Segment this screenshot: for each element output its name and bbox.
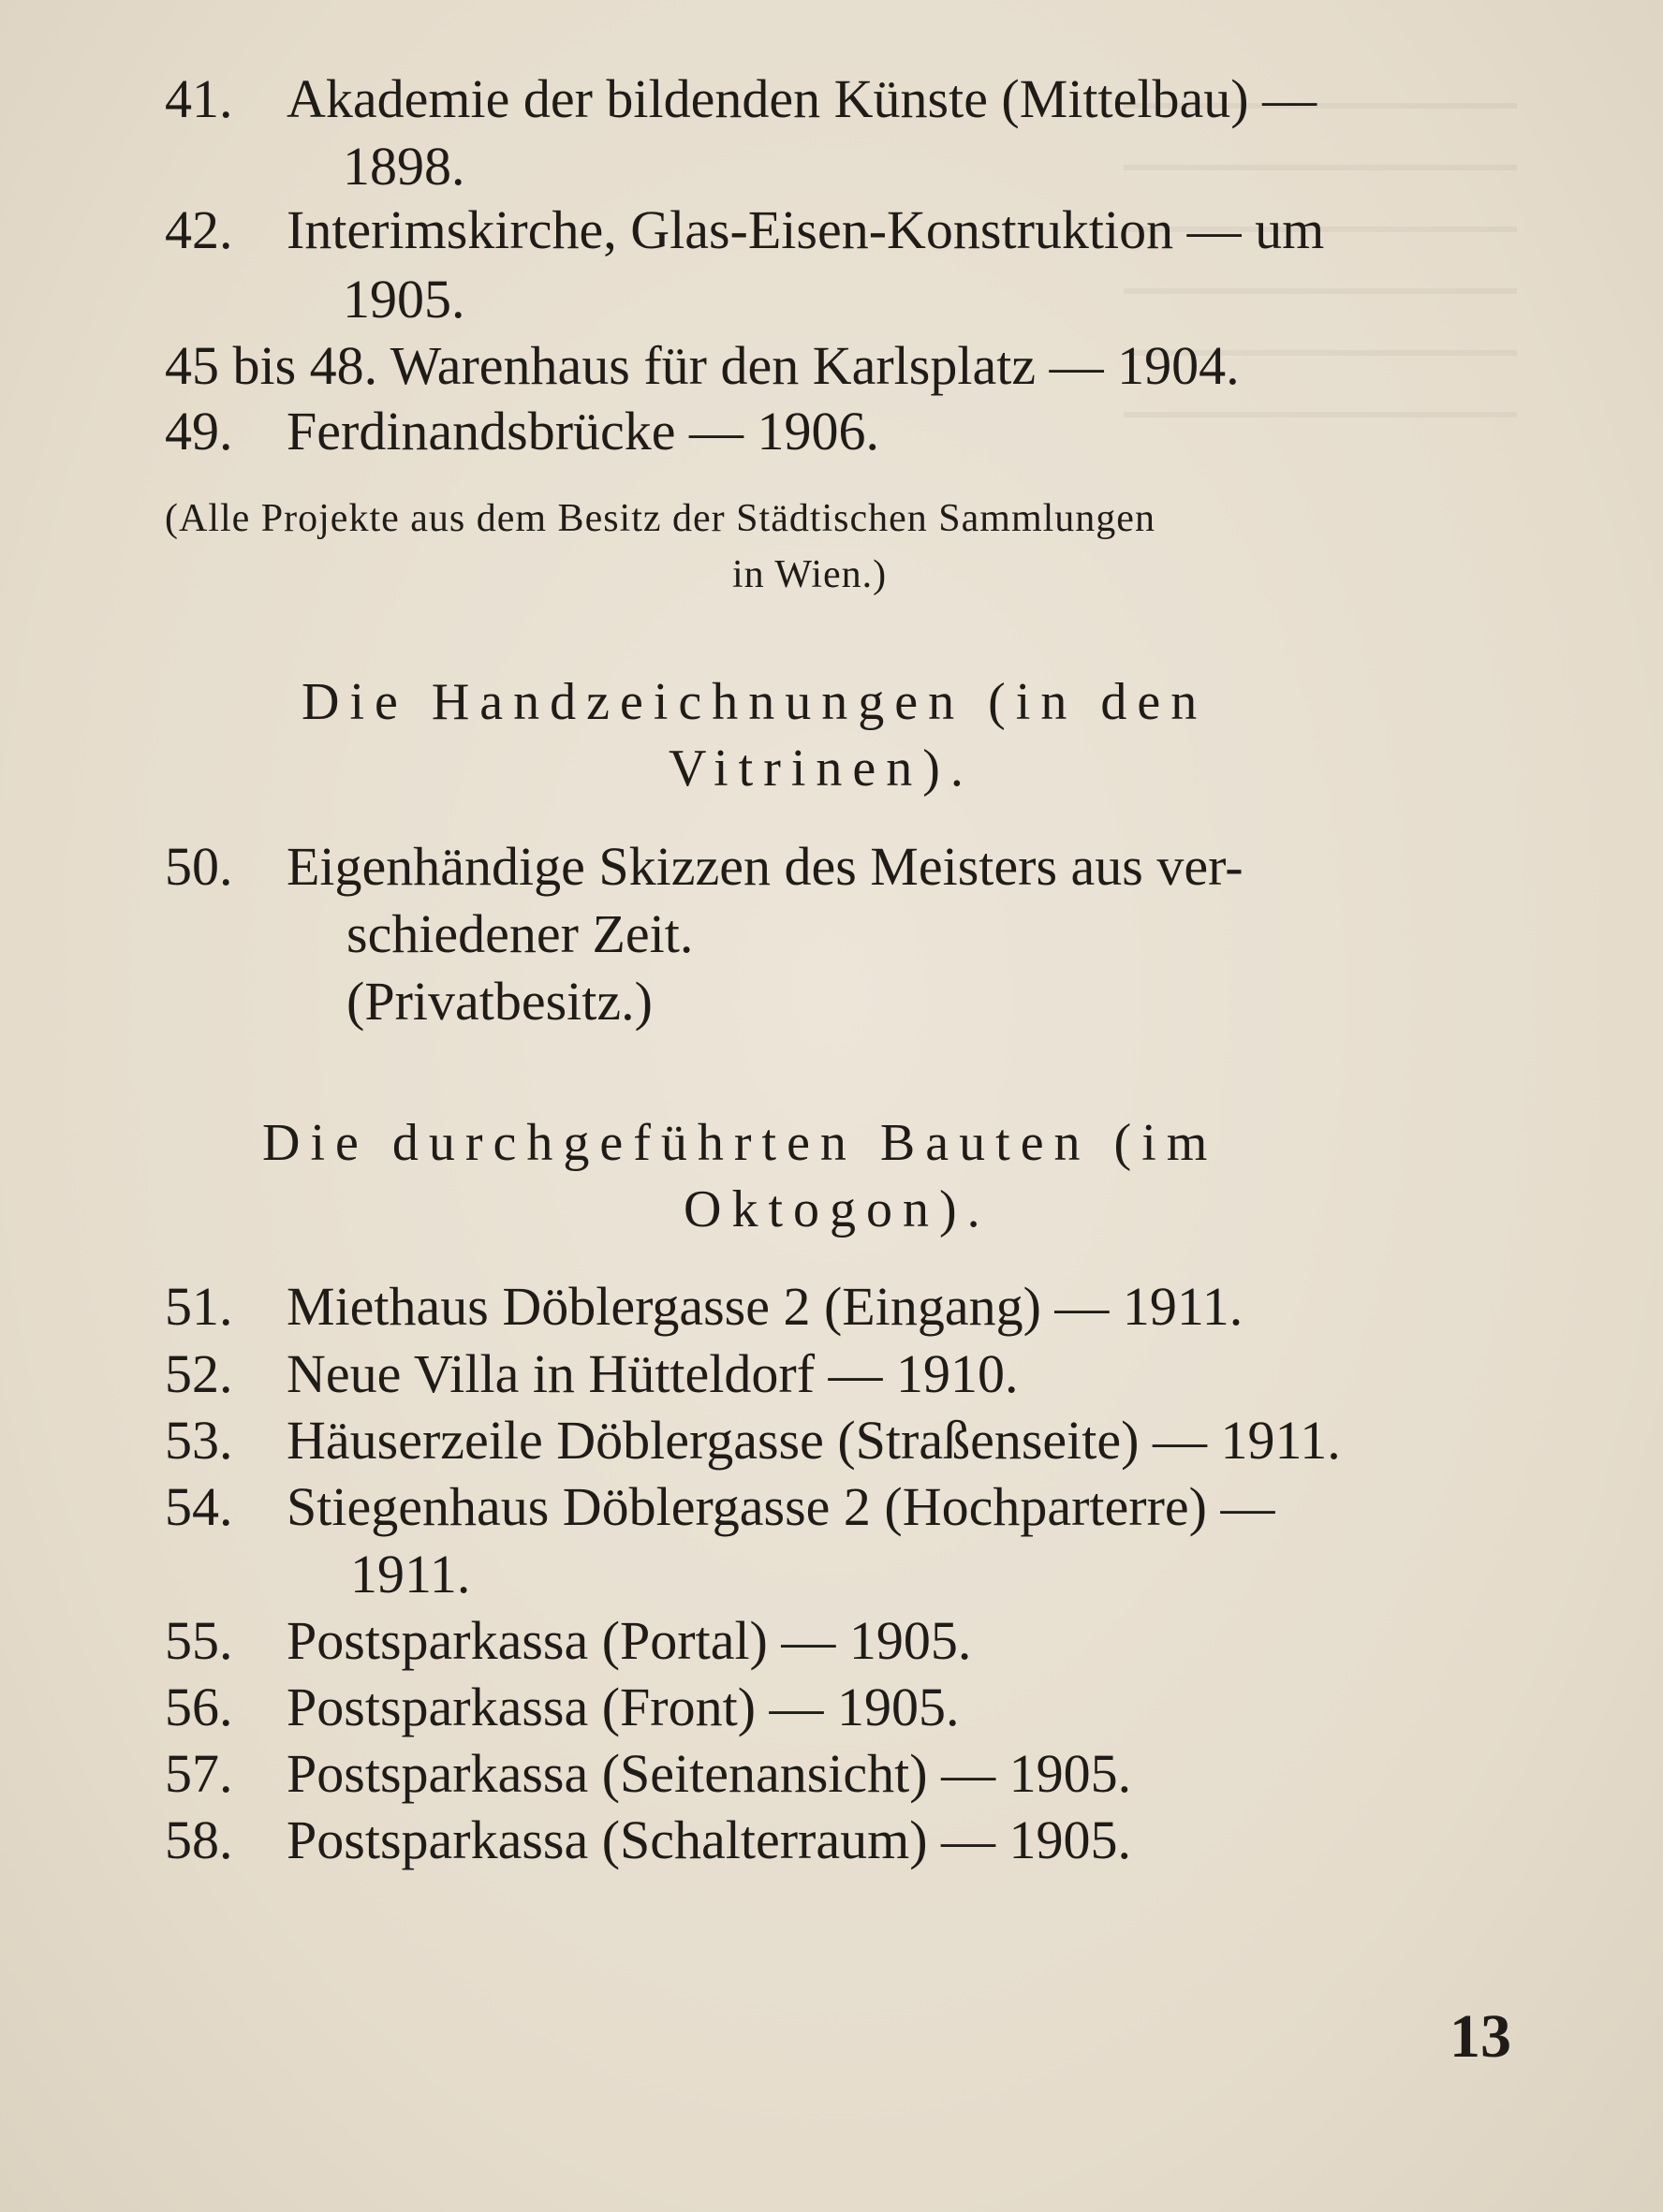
entry-number: 42. — [165, 199, 233, 260]
entry-number: 51. — [165, 1276, 233, 1337]
entry-50-continuation-2: (Privatbesitz.) — [346, 971, 653, 1032]
provenance-note-line-2: in Wien.) — [732, 553, 888, 596]
entry-number: 41. — [165, 68, 233, 129]
entry-text: Warenhaus für den Karlsplatz — 1904. — [390, 335, 1240, 396]
entry-number: 52. — [165, 1343, 233, 1404]
entry-number: 56. — [165, 1677, 233, 1737]
page-number: 13 — [1450, 2002, 1511, 2071]
section-heading-handzeichnungen-line-1: Die Handzeichnungen (in den — [302, 673, 1208, 731]
entry-55 — [165, 1607, 1513, 1675]
entry-42 — [165, 197, 1513, 264]
section-heading-bauten-line-1: Die durchgeführten Bauten (im — [262, 1114, 1218, 1172]
entry-text: Interimskirche, Glas-Eisen-Konstruktion — um — [287, 199, 1325, 260]
section-heading-handzeichnungen-line-2: Vitrinen). — [669, 740, 974, 798]
entry-57 — [165, 1740, 1513, 1808]
entry-text: Postsparkassa (Portal) — 1905. — [287, 1610, 972, 1671]
entry-text: Häuserzeile Döblergasse (Straßenseite) — 1911. — [287, 1410, 1341, 1471]
entry-50 — [165, 833, 1513, 901]
entry-number: 55. — [165, 1610, 233, 1671]
entry-number: 53. — [165, 1410, 233, 1471]
provenance-note-line-1: (Alle Projekte aus dem Besitz der Städtischen Sammlungen — [165, 497, 1155, 540]
entry-number: 49. — [165, 401, 233, 461]
entry-56 — [165, 1674, 1513, 1741]
entry-number: 45 bis 48. — [165, 335, 378, 396]
entry-42-continuation: 1905. — [343, 269, 465, 330]
entry-text: Miethaus Döblergasse 2 (Eingang) — 1911. — [287, 1276, 1244, 1337]
entry-53 — [165, 1407, 1513, 1474]
entry-text: Eigenhändige Skizzen des Meisters aus ver- — [287, 836, 1244, 897]
section-heading-bauten-line-2: Oktogon). — [684, 1180, 991, 1238]
entry-54 — [165, 1473, 1513, 1541]
entry-text: Postsparkassa (Front) — 1905. — [287, 1677, 960, 1737]
entry-41-continuation: 1898. — [343, 136, 465, 197]
entry-number: 57. — [165, 1743, 233, 1804]
entry-49 — [165, 398, 1513, 465]
entry-text: Postsparkassa (Schalterraum) — 1905. — [287, 1809, 1132, 1870]
entry-58 — [165, 1807, 1513, 1874]
entry-41 — [165, 66, 1513, 133]
entry-45-48 — [165, 332, 1513, 400]
entry-text: Postsparkassa (Seitenansicht) — 1905. — [287, 1743, 1132, 1804]
entry-54-continuation: 1911. — [350, 1544, 471, 1604]
entry-text: Ferdinandsbrücke — 1906. — [287, 401, 880, 461]
entry-number: 50. — [165, 836, 233, 897]
entry-number: 54. — [165, 1476, 233, 1537]
entry-50-continuation-1: schiedener Zeit. — [346, 903, 694, 964]
entry-text: Akademie der bildenden Künste (Mittelbau) — — [287, 68, 1317, 129]
entry-number: 58. — [165, 1809, 233, 1870]
entry-text: Stiegenhaus Döblergasse 2 (Hochparterre) — — [287, 1476, 1275, 1537]
entry-52 — [165, 1340, 1513, 1408]
entry-text: Neue Villa in Hütteldorf — 1910. — [287, 1343, 1019, 1404]
entry-51 — [165, 1273, 1513, 1340]
